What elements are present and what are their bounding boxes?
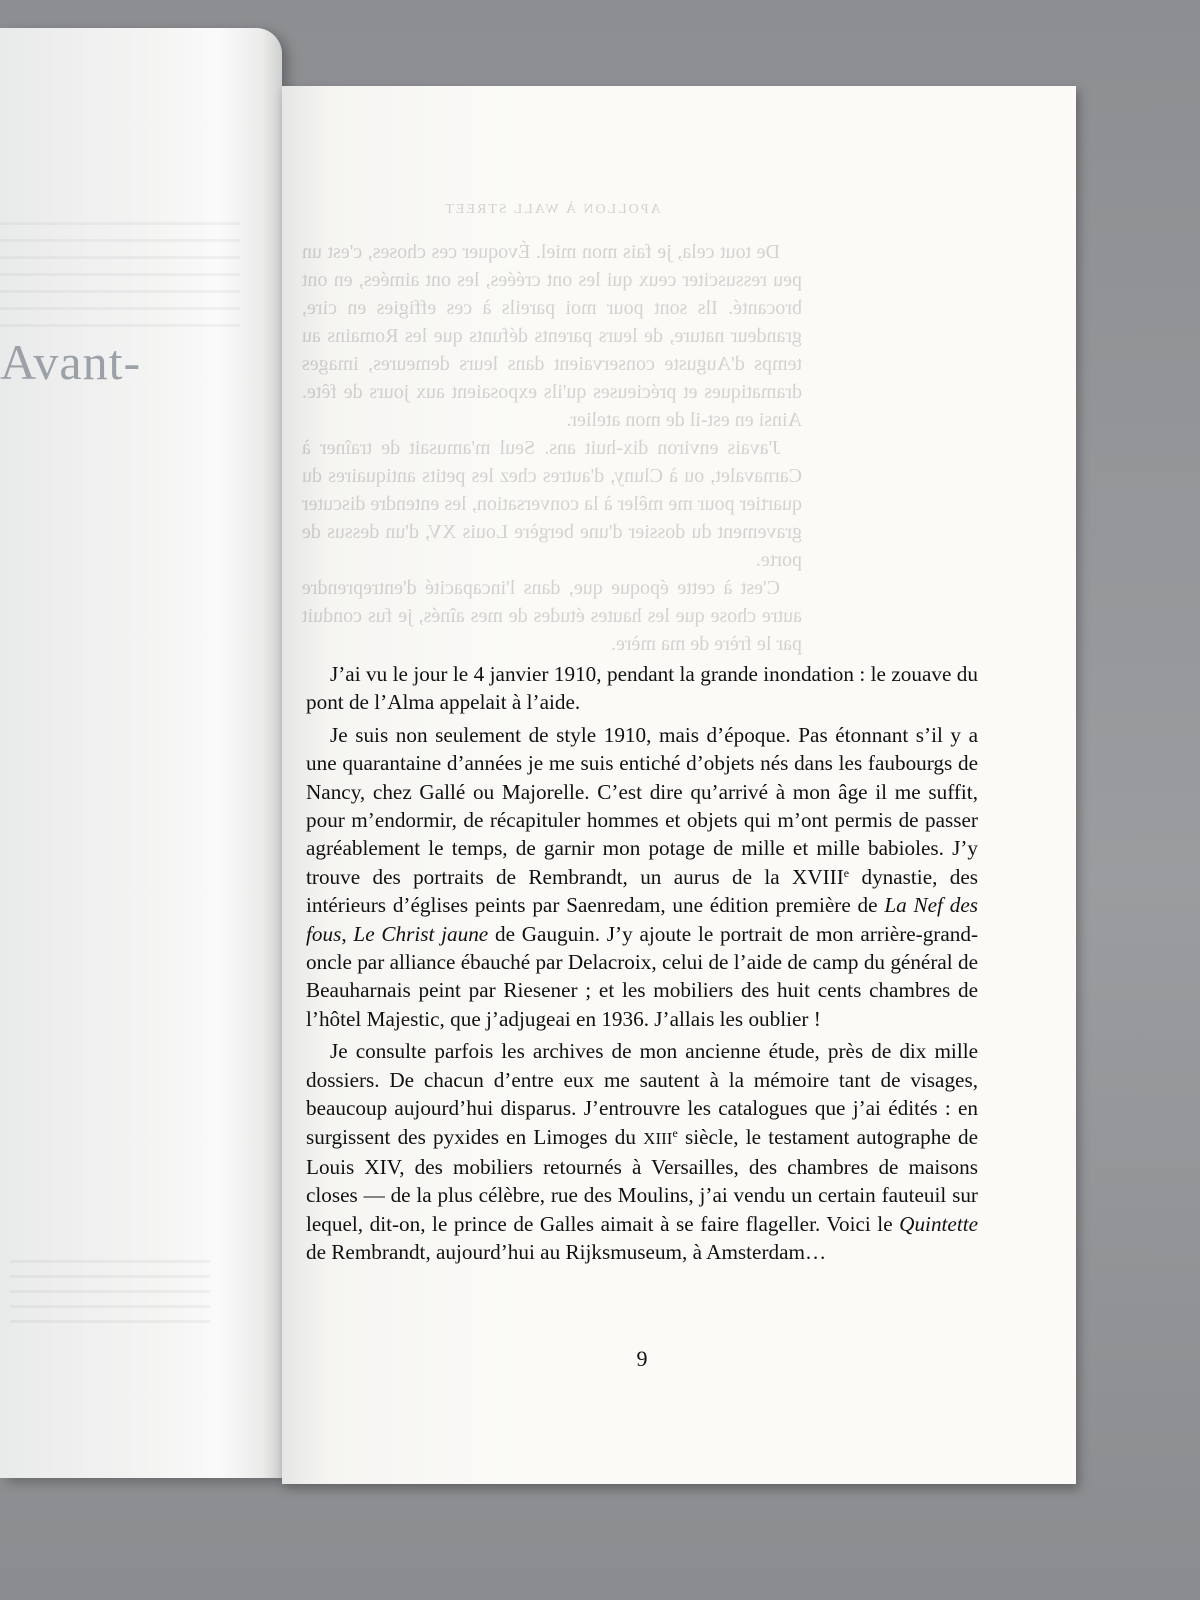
show-through-text	[302, 196, 802, 658]
right-page	[282, 86, 1076, 1484]
body-paragraph	[306, 721, 978, 1033]
text-run: XIII	[643, 1128, 673, 1148]
text-run: dynastie, des intérieurs d’églises peints par Saenredam, une édition première de	[306, 864, 978, 918]
text-run: Je suis non seulement de style 1910, mais d’époque. Pas étonnant s’il y a une quarantaine d’années je me suis entiché d’objets nés dans les faubourgs de Nancy, chez Gallé ou Majorelle. C’est dire qu’arrivé à mon âge il me suffit, pour m’endormir, de récapituler hommes et objets qui m’ont permis de passer agréablement le temps, de garnir mon potage de mille et mille babioles. J’y trouve des portraits de Rembrandt, un aurus de la XVIII	[306, 722, 978, 889]
left-page-footnote-show-through	[10, 1248, 210, 1335]
italic-title: La Nef des fous	[306, 893, 978, 946]
text-run: ,	[341, 921, 354, 946]
superscript: e	[843, 865, 850, 880]
show-through-paragraph: De tout cela, je fais mon miel. Évoquer ces choses, c'est un peu ressusciter ceux qui les ont créées, les ont aimées, en ont brocanté. Ils sont pour moi pareils à ces effigies en cire, grandeur nature, de leurs parents défunts que les Romains au temps d'Auguste conservaient dans leurs demeures, images dramatiques et précieuses qu'ils exposaient aux jours de fête. Ainsi en est-il de mon atelier.	[302, 241, 802, 431]
body-paragraph	[306, 660, 978, 717]
text-run: de Gauguin. J’y ajoute le portrait de mon arrière-grand-oncle par alliance ébauché par Delacroix, celui de l’aide de camp du général de Beauharnais peint par Riesener ; et les mobiliers des huit cents chambres de l’hôtel Majestic, que j’adjugeai en 1936. J’allais les oublier !	[306, 921, 979, 1031]
chapter-title: Avant-	[0, 334, 142, 390]
page-number: 9	[636, 1346, 648, 1371]
left-page-show-through	[0, 208, 240, 341]
italic-title: Le Christ jaune	[353, 921, 489, 946]
text-run: siècle, le testament autographe de Louis XIV, des mobiliers retournés à Versailles, des chambres de maisons closes — de la plus célèbre, rue des Moulins, j’ai vendu un certain fauteuil sur lequel, dit-on, le prince de Galles aimait à se faire flageller. Voici le	[306, 1124, 978, 1236]
show-through-paragraph: C'est à cette époque que, dans l'incapacité d'entreprendre autre chose que les hautes études de mes aînés, je fus conduit par le frère de ma mère.	[302, 577, 802, 655]
body-paragraph	[306, 1037, 978, 1266]
body-text	[306, 660, 978, 1267]
italic-title: Quintette	[899, 1211, 978, 1236]
left-page	[0, 28, 282, 1478]
show-through-paragraph: J'avais environ dix-huit ans. Seul m'amusait de traîner à Carnavalet, ou à Cluny, d'autres chez les petits antiquaires du quartier pour me mêler à la conversation, les entendre discuter gravement du dossier d'une bergère Louis XV, d'un dessus de porte.	[302, 437, 802, 571]
superscript: e	[672, 1125, 678, 1140]
show-through-running-head: APOLLON À WALL STREET	[443, 202, 661, 217]
text-run: de Rembrandt, aujourd’hui au Rijksmuseum, à Amsterdam…	[306, 1240, 827, 1265]
text-run: Je consulte parfois les archives de mon ancienne étude, près de dix mille dossiers. De chacun d’entre eux me sautent à la mémoire tant de visages, beaucoup aujourd’hui disparus. J’entrouvre les catalogues que j’ai édités : en surgissent des pyxides en Limoges du	[306, 1039, 978, 1149]
text-run: J’ai vu le jour le 4 janvier 1910, pendant la grande inondation : le zouave du pont de l’Alma appelait à l’aide.	[306, 662, 978, 715]
